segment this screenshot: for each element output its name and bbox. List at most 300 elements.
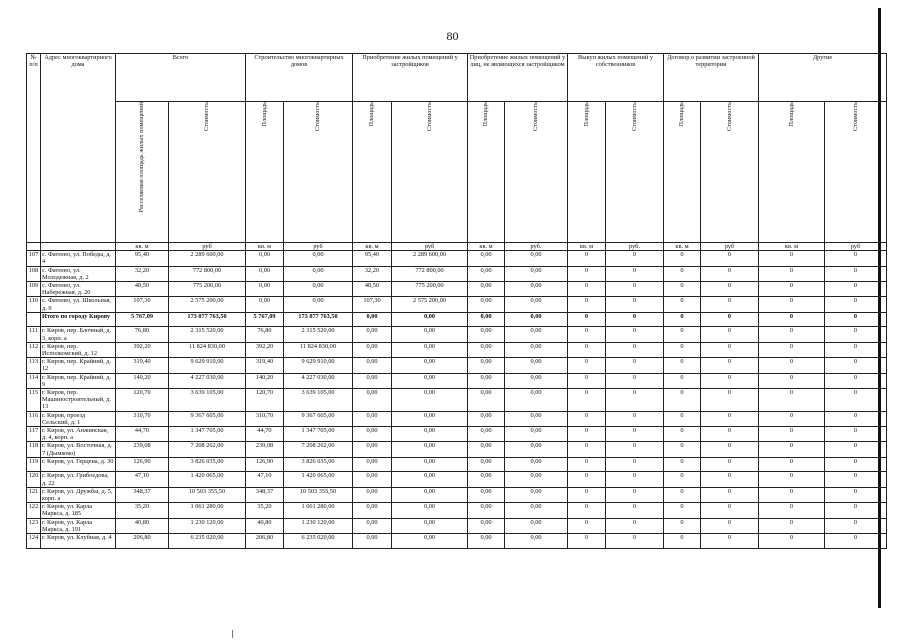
row-value: 1 061 280,00	[169, 503, 246, 518]
header-address: Адрес многоквартирного дома	[41, 54, 116, 243]
row-value: 772 800,00	[392, 266, 468, 281]
units-cell: руб	[392, 243, 468, 251]
row-value: 0	[664, 266, 701, 281]
row-number	[27, 312, 41, 327]
row-value: 0	[701, 534, 759, 549]
row-value: 0,00	[353, 472, 392, 487]
units-cell: кв. м	[246, 243, 284, 251]
row-value: 0,00	[392, 427, 468, 442]
header-group-other: Другие	[759, 54, 887, 102]
row-value: 48,50	[353, 282, 392, 297]
row-value: 9 367 605,00	[284, 411, 353, 426]
row-value: 1 347 705,00	[284, 427, 353, 442]
row-value: 35,20	[116, 503, 169, 518]
row-value: 0,00	[505, 297, 568, 312]
row-value: 173 877 763,50	[284, 312, 353, 327]
row-value: 0,00	[505, 389, 568, 412]
row-value: 0	[664, 518, 701, 533]
units-cell: кв. м	[664, 243, 701, 251]
subheader-cost: Стоимость	[606, 102, 664, 243]
table-row	[27, 373, 887, 388]
row-value: 0	[664, 427, 701, 442]
row-value: 0,00	[392, 312, 468, 327]
row-value: 0	[568, 251, 606, 266]
row-value: 0	[664, 358, 701, 373]
row-value: 0	[606, 472, 664, 487]
header-group-purchase-developers: Приобретение жилых помещений у застройщиков	[353, 54, 468, 102]
row-value: 35,20	[246, 503, 284, 518]
row-address: г. Киров, проезд Сельский, д. 1	[41, 411, 116, 426]
row-value: 6 235 020,00	[169, 534, 246, 549]
row-value: 0	[664, 503, 701, 518]
row-address: г. Киров, ул. Клубная, д. 4	[41, 534, 116, 549]
row-value: 0,00	[468, 327, 505, 342]
row-number: 109	[27, 282, 41, 297]
row-value: 0	[825, 534, 887, 549]
row-address: с. Фатеево, ул. Набережная, д. 20	[41, 282, 116, 297]
row-value: 0,00	[468, 503, 505, 518]
row-value: 0	[825, 312, 887, 327]
row-value: 1 230 120,00	[284, 518, 353, 533]
row-value: 0	[701, 282, 759, 297]
row-value: 0,00	[468, 251, 505, 266]
row-value: 0,00	[284, 297, 353, 312]
header-group-development: Договор о развитии застроенной территории	[664, 54, 759, 102]
row-value: 0	[701, 411, 759, 426]
header-group-purchase-others: Приобретение жилых помещений у лиц, не являющихся застройщиком	[468, 54, 568, 102]
row-value: 0,00	[246, 266, 284, 281]
row-address: г. Киров, ул. Восточная, д. 7 (Дымково)	[41, 442, 116, 457]
row-value: 0	[664, 373, 701, 388]
row-value: 47,10	[116, 472, 169, 487]
row-value: 2 575 200,00	[392, 297, 468, 312]
row-value: 0	[568, 312, 606, 327]
row-value: 0	[759, 503, 825, 518]
row-value: 0	[701, 442, 759, 457]
row-value: 0	[701, 518, 759, 533]
row-value: 0	[568, 457, 606, 472]
row-value: 11 824 830,00	[284, 342, 353, 357]
row-value: 0,00	[353, 373, 392, 388]
row-value: 0,00	[468, 457, 505, 472]
row-value: 0,00	[353, 534, 392, 549]
table-row	[27, 389, 887, 412]
row-value: 0	[606, 312, 664, 327]
row-value: 2 289 600,00	[392, 251, 468, 266]
row-value: 2 289 600,00	[169, 251, 246, 266]
row-value: 0,00	[392, 518, 468, 533]
row-value: 0,00	[392, 457, 468, 472]
row-value: 4 227 030,00	[284, 373, 353, 388]
row-value: 0	[568, 442, 606, 457]
row-value: 0	[701, 312, 759, 327]
row-value: 0	[701, 373, 759, 388]
row-value: 0,00	[392, 487, 468, 502]
row-value: 126,90	[246, 457, 284, 472]
row-value: 0	[664, 342, 701, 357]
row-value: 0,00	[468, 411, 505, 426]
row-value: 0,00	[468, 266, 505, 281]
units-cell: руб	[169, 243, 246, 251]
subheader-cost: Стоимость	[701, 102, 759, 243]
row-value: 0	[759, 534, 825, 549]
units-cell: кв. м	[116, 243, 169, 251]
row-value: 0	[664, 487, 701, 502]
row-address: г. Киров, ул. Грибоедова, д. 22	[41, 472, 116, 487]
row-value: 0,00	[392, 442, 468, 457]
header-group-buyout: Выкуп жилых помещений у собственников	[568, 54, 664, 102]
row-value: 44,70	[116, 427, 169, 442]
row-value: 107,30	[353, 297, 392, 312]
row-value: 0	[825, 373, 887, 388]
row-value: 0,00	[353, 442, 392, 457]
row-address: с. Фатеево, ул. Школьная, д. 9	[41, 297, 116, 312]
row-number: 113	[27, 358, 41, 373]
subheader-total-area: Расселяемая площадь жилых помещений	[116, 102, 169, 243]
row-value: 0,00	[353, 411, 392, 426]
row-number: 107	[27, 251, 41, 266]
row-value: 0	[759, 442, 825, 457]
subheader-cost: Стоимость	[505, 102, 568, 243]
subheader-area: Площадь	[664, 102, 701, 243]
table-row	[27, 282, 887, 297]
row-value: 5 767,09	[246, 312, 284, 327]
units-cell	[27, 243, 41, 251]
row-value: 0,00	[392, 327, 468, 342]
row-value: 0	[606, 327, 664, 342]
row-value: 0,00	[468, 358, 505, 373]
row-address: г. Киров, пер. Блочный, д. 3, корп. а	[41, 327, 116, 342]
row-value: 0,00	[392, 411, 468, 426]
row-number: 122	[27, 503, 41, 518]
row-value: 0,00	[353, 358, 392, 373]
table-row	[27, 297, 887, 312]
row-value: 0,00	[505, 342, 568, 357]
row-value: 2 315 520,00	[169, 327, 246, 342]
row-value: 0,00	[505, 487, 568, 502]
row-value: 0	[568, 503, 606, 518]
row-value: 348,37	[116, 487, 169, 502]
row-value: 239,08	[246, 442, 284, 457]
row-value: 775 200,00	[392, 282, 468, 297]
row-value: 1 230 120,00	[169, 518, 246, 533]
row-value: 0	[825, 411, 887, 426]
units-cell: руб.	[606, 243, 664, 251]
row-address: г. Киров, ул. Карла Маркса, д. 185	[41, 503, 116, 518]
row-value: 0	[664, 327, 701, 342]
row-value: 0	[568, 373, 606, 388]
row-value: 0	[568, 487, 606, 502]
row-value: 0,00	[392, 358, 468, 373]
row-value: 3 826 035,00	[169, 457, 246, 472]
units-cell: руб	[284, 243, 353, 251]
row-value: 126,90	[116, 457, 169, 472]
row-value: 0	[825, 282, 887, 297]
row-value: 0	[701, 342, 759, 357]
row-value: 0,00	[468, 373, 505, 388]
row-value: 0	[664, 251, 701, 266]
row-value: 0	[701, 297, 759, 312]
row-value: 40,80	[116, 518, 169, 533]
units-cell: руб	[701, 243, 759, 251]
row-value: 0	[568, 518, 606, 533]
row-value: 0	[701, 472, 759, 487]
row-value: 0	[701, 389, 759, 412]
row-value: 3 826 035,00	[284, 457, 353, 472]
row-value: 310,70	[246, 411, 284, 426]
row-value: 0	[606, 266, 664, 281]
row-value: 0	[568, 342, 606, 357]
row-value: 0,00	[468, 518, 505, 533]
row-value: 0	[759, 342, 825, 357]
units-cell	[41, 243, 116, 251]
row-value: 0	[825, 251, 887, 266]
row-value: 0	[825, 297, 887, 312]
table-row	[27, 342, 887, 357]
row-value: 0,00	[392, 373, 468, 388]
row-value: 32,20	[116, 266, 169, 281]
row-value: 9 367 605,00	[169, 411, 246, 426]
row-value: 0	[606, 534, 664, 549]
row-value: 319,40	[116, 358, 169, 373]
row-value: 7 208 262,00	[169, 442, 246, 457]
row-address: г. Киров, пер. Крайний, д. 9	[41, 373, 116, 388]
row-value: 0	[759, 312, 825, 327]
row-value: 0,00	[468, 312, 505, 327]
units-row	[27, 243, 887, 251]
row-value: 0,00	[353, 503, 392, 518]
row-value: 0,00	[284, 251, 353, 266]
row-address: г. Киров, пер. Исполкомский, д. 12	[41, 342, 116, 357]
row-value: 348,37	[246, 487, 284, 502]
row-address: г. Киров, ул. Герцена, д. 30	[41, 457, 116, 472]
units-cell: кв. м	[568, 243, 606, 251]
row-value: 0,00	[505, 534, 568, 549]
row-value: 0	[825, 503, 887, 518]
row-address: г. Киров, ул. Анжинская, д. 4, корп. а	[41, 427, 116, 442]
units-cell: руб.	[505, 243, 568, 251]
row-value: 0	[825, 389, 887, 412]
row-value: 0	[568, 472, 606, 487]
row-value: 0,00	[392, 503, 468, 518]
row-value: 0	[701, 427, 759, 442]
subheader-area: Площадь	[468, 102, 505, 243]
row-value: 0	[664, 472, 701, 487]
table-row	[27, 251, 887, 266]
units-cell: руб	[825, 243, 887, 251]
row-value: 0,00	[284, 266, 353, 281]
row-value: 239,08	[116, 442, 169, 457]
table-row	[27, 442, 887, 457]
row-value: 0	[759, 266, 825, 281]
row-value: 0	[759, 457, 825, 472]
row-value: 4 227 030,00	[169, 373, 246, 388]
row-value: 120,70	[246, 389, 284, 412]
total-row	[27, 312, 887, 327]
row-value: 76,80	[116, 327, 169, 342]
row-value: 0	[759, 518, 825, 533]
row-value: 0	[701, 327, 759, 342]
row-value: 0,00	[505, 282, 568, 297]
row-value: 0,00	[353, 342, 392, 357]
row-number: 108	[27, 266, 41, 281]
row-address: г. Киров, пер. Крайний, д. 12	[41, 358, 116, 373]
row-value: 0,00	[284, 282, 353, 297]
row-value: 10 503 355,50	[284, 487, 353, 502]
row-value: 0	[606, 342, 664, 357]
row-number: 119	[27, 457, 41, 472]
subheader-area: Площадь	[568, 102, 606, 243]
table-row	[27, 503, 887, 518]
row-value: 0	[606, 282, 664, 297]
row-value: 0,00	[353, 518, 392, 533]
row-address: г. Киров, ул. Карла Маркса, д. 191	[41, 518, 116, 533]
row-value: 0	[568, 282, 606, 297]
row-address: с. Фатеево, ул. Молодежная, д. 2	[41, 266, 116, 281]
row-number: 117	[27, 427, 41, 442]
row-address: г. Киров, ул. Дружбы, д. 5, корп. а	[41, 487, 116, 502]
row-value: 0	[568, 266, 606, 281]
row-value: 0	[606, 518, 664, 533]
subheader-cost: Стоимость	[392, 102, 468, 243]
row-value: 0	[606, 442, 664, 457]
row-value: 0	[664, 282, 701, 297]
row-number: 115	[27, 389, 41, 412]
row-value: 6 235 020,00	[284, 534, 353, 549]
row-value: 44,70	[246, 427, 284, 442]
row-value: 2 575 200,00	[169, 297, 246, 312]
row-value: 0	[701, 503, 759, 518]
row-value: 0	[664, 442, 701, 457]
row-value: 107,30	[116, 297, 169, 312]
row-value: 0,00	[468, 472, 505, 487]
row-value: 3 639 105,00	[169, 389, 246, 412]
table-row	[27, 266, 887, 281]
row-value: 40,80	[246, 518, 284, 533]
row-address: с. Фатеево, ул. Победы, д. 4	[41, 251, 116, 266]
header-group-construction: Строительство многоквартирных домов	[246, 54, 353, 102]
row-value: 0,00	[505, 457, 568, 472]
header-group-total: Всего	[116, 54, 246, 102]
row-value: 0,00	[505, 358, 568, 373]
row-value: 0	[568, 358, 606, 373]
row-value: 0,00	[392, 389, 468, 412]
row-value: 0	[701, 266, 759, 281]
row-value: 319,40	[246, 358, 284, 373]
row-value: 0	[606, 503, 664, 518]
row-value: 0,00	[468, 534, 505, 549]
units-cell: кв. м	[468, 243, 505, 251]
row-value: 0,00	[468, 487, 505, 502]
row-number: 123	[27, 518, 41, 533]
row-number: 124	[27, 534, 41, 549]
row-value: 0,00	[353, 389, 392, 412]
row-value: 0	[759, 358, 825, 373]
row-value: 0	[825, 327, 887, 342]
scan-mark	[232, 630, 233, 638]
row-value: 0	[825, 518, 887, 533]
row-value: 206,80	[116, 534, 169, 549]
row-value: 0,00	[505, 251, 568, 266]
row-value: 0,00	[353, 457, 392, 472]
row-value: 0	[664, 312, 701, 327]
row-number: 116	[27, 411, 41, 426]
row-value: 0	[568, 297, 606, 312]
row-value: 120,70	[116, 389, 169, 412]
row-number: 111	[27, 327, 41, 342]
row-value: 0,00	[468, 342, 505, 357]
row-value: 32,20	[353, 266, 392, 281]
row-value: 1 061 280,00	[284, 503, 353, 518]
row-value: 0	[606, 457, 664, 472]
row-value: 0	[759, 472, 825, 487]
row-value: 0	[664, 297, 701, 312]
row-value: 0,00	[246, 251, 284, 266]
row-value: 0,00	[246, 297, 284, 312]
row-value: 3 639 105,00	[284, 389, 353, 412]
row-value: 0	[759, 327, 825, 342]
row-value: 0	[759, 251, 825, 266]
table-row	[27, 472, 887, 487]
row-value: 9 629 910,00	[169, 358, 246, 373]
row-value: 772 800,00	[169, 266, 246, 281]
row-value: 206,80	[246, 534, 284, 549]
row-value: 0	[825, 266, 887, 281]
table-row	[27, 518, 887, 533]
table-row	[27, 534, 887, 549]
row-value: 76,80	[246, 327, 284, 342]
row-value: 0,00	[505, 442, 568, 457]
row-value: 0	[759, 389, 825, 412]
subheader-area: Площадь	[759, 102, 825, 243]
row-value: 0,00	[353, 327, 392, 342]
row-value: 0	[701, 487, 759, 502]
row-value: 0,00	[353, 312, 392, 327]
row-value: 0,00	[505, 503, 568, 518]
row-value: 0	[568, 534, 606, 549]
row-value: 0	[606, 358, 664, 373]
row-value: 0	[606, 487, 664, 502]
row-value: 0	[759, 297, 825, 312]
row-value: 0,00	[505, 327, 568, 342]
units-cell: кв. м	[759, 243, 825, 251]
row-value: 0,00	[468, 427, 505, 442]
row-value: 0	[825, 472, 887, 487]
page-number: 80	[446, 29, 459, 43]
row-value: 47,10	[246, 472, 284, 487]
subheader-cost: Стоимость	[825, 102, 887, 243]
table-row	[27, 427, 887, 442]
row-value: 0,00	[392, 472, 468, 487]
row-value: 0,00	[468, 442, 505, 457]
row-value: 1 347 705,00	[169, 427, 246, 442]
row-value: 1 420 065,00	[169, 472, 246, 487]
row-value: 0	[825, 442, 887, 457]
row-value: 140,20	[116, 373, 169, 388]
row-value: 0	[759, 282, 825, 297]
row-value: 0	[825, 487, 887, 502]
units-cell: кв. м	[353, 243, 392, 251]
row-value: 0	[606, 373, 664, 388]
row-value: 0	[606, 427, 664, 442]
row-value: 0,00	[392, 342, 468, 357]
row-value: 0,00	[505, 266, 568, 281]
row-value: 0,00	[505, 312, 568, 327]
row-value: 0	[568, 427, 606, 442]
row-value: 0	[606, 389, 664, 412]
subheader-cost: Стоимость	[284, 102, 353, 243]
row-value: 0,00	[392, 534, 468, 549]
